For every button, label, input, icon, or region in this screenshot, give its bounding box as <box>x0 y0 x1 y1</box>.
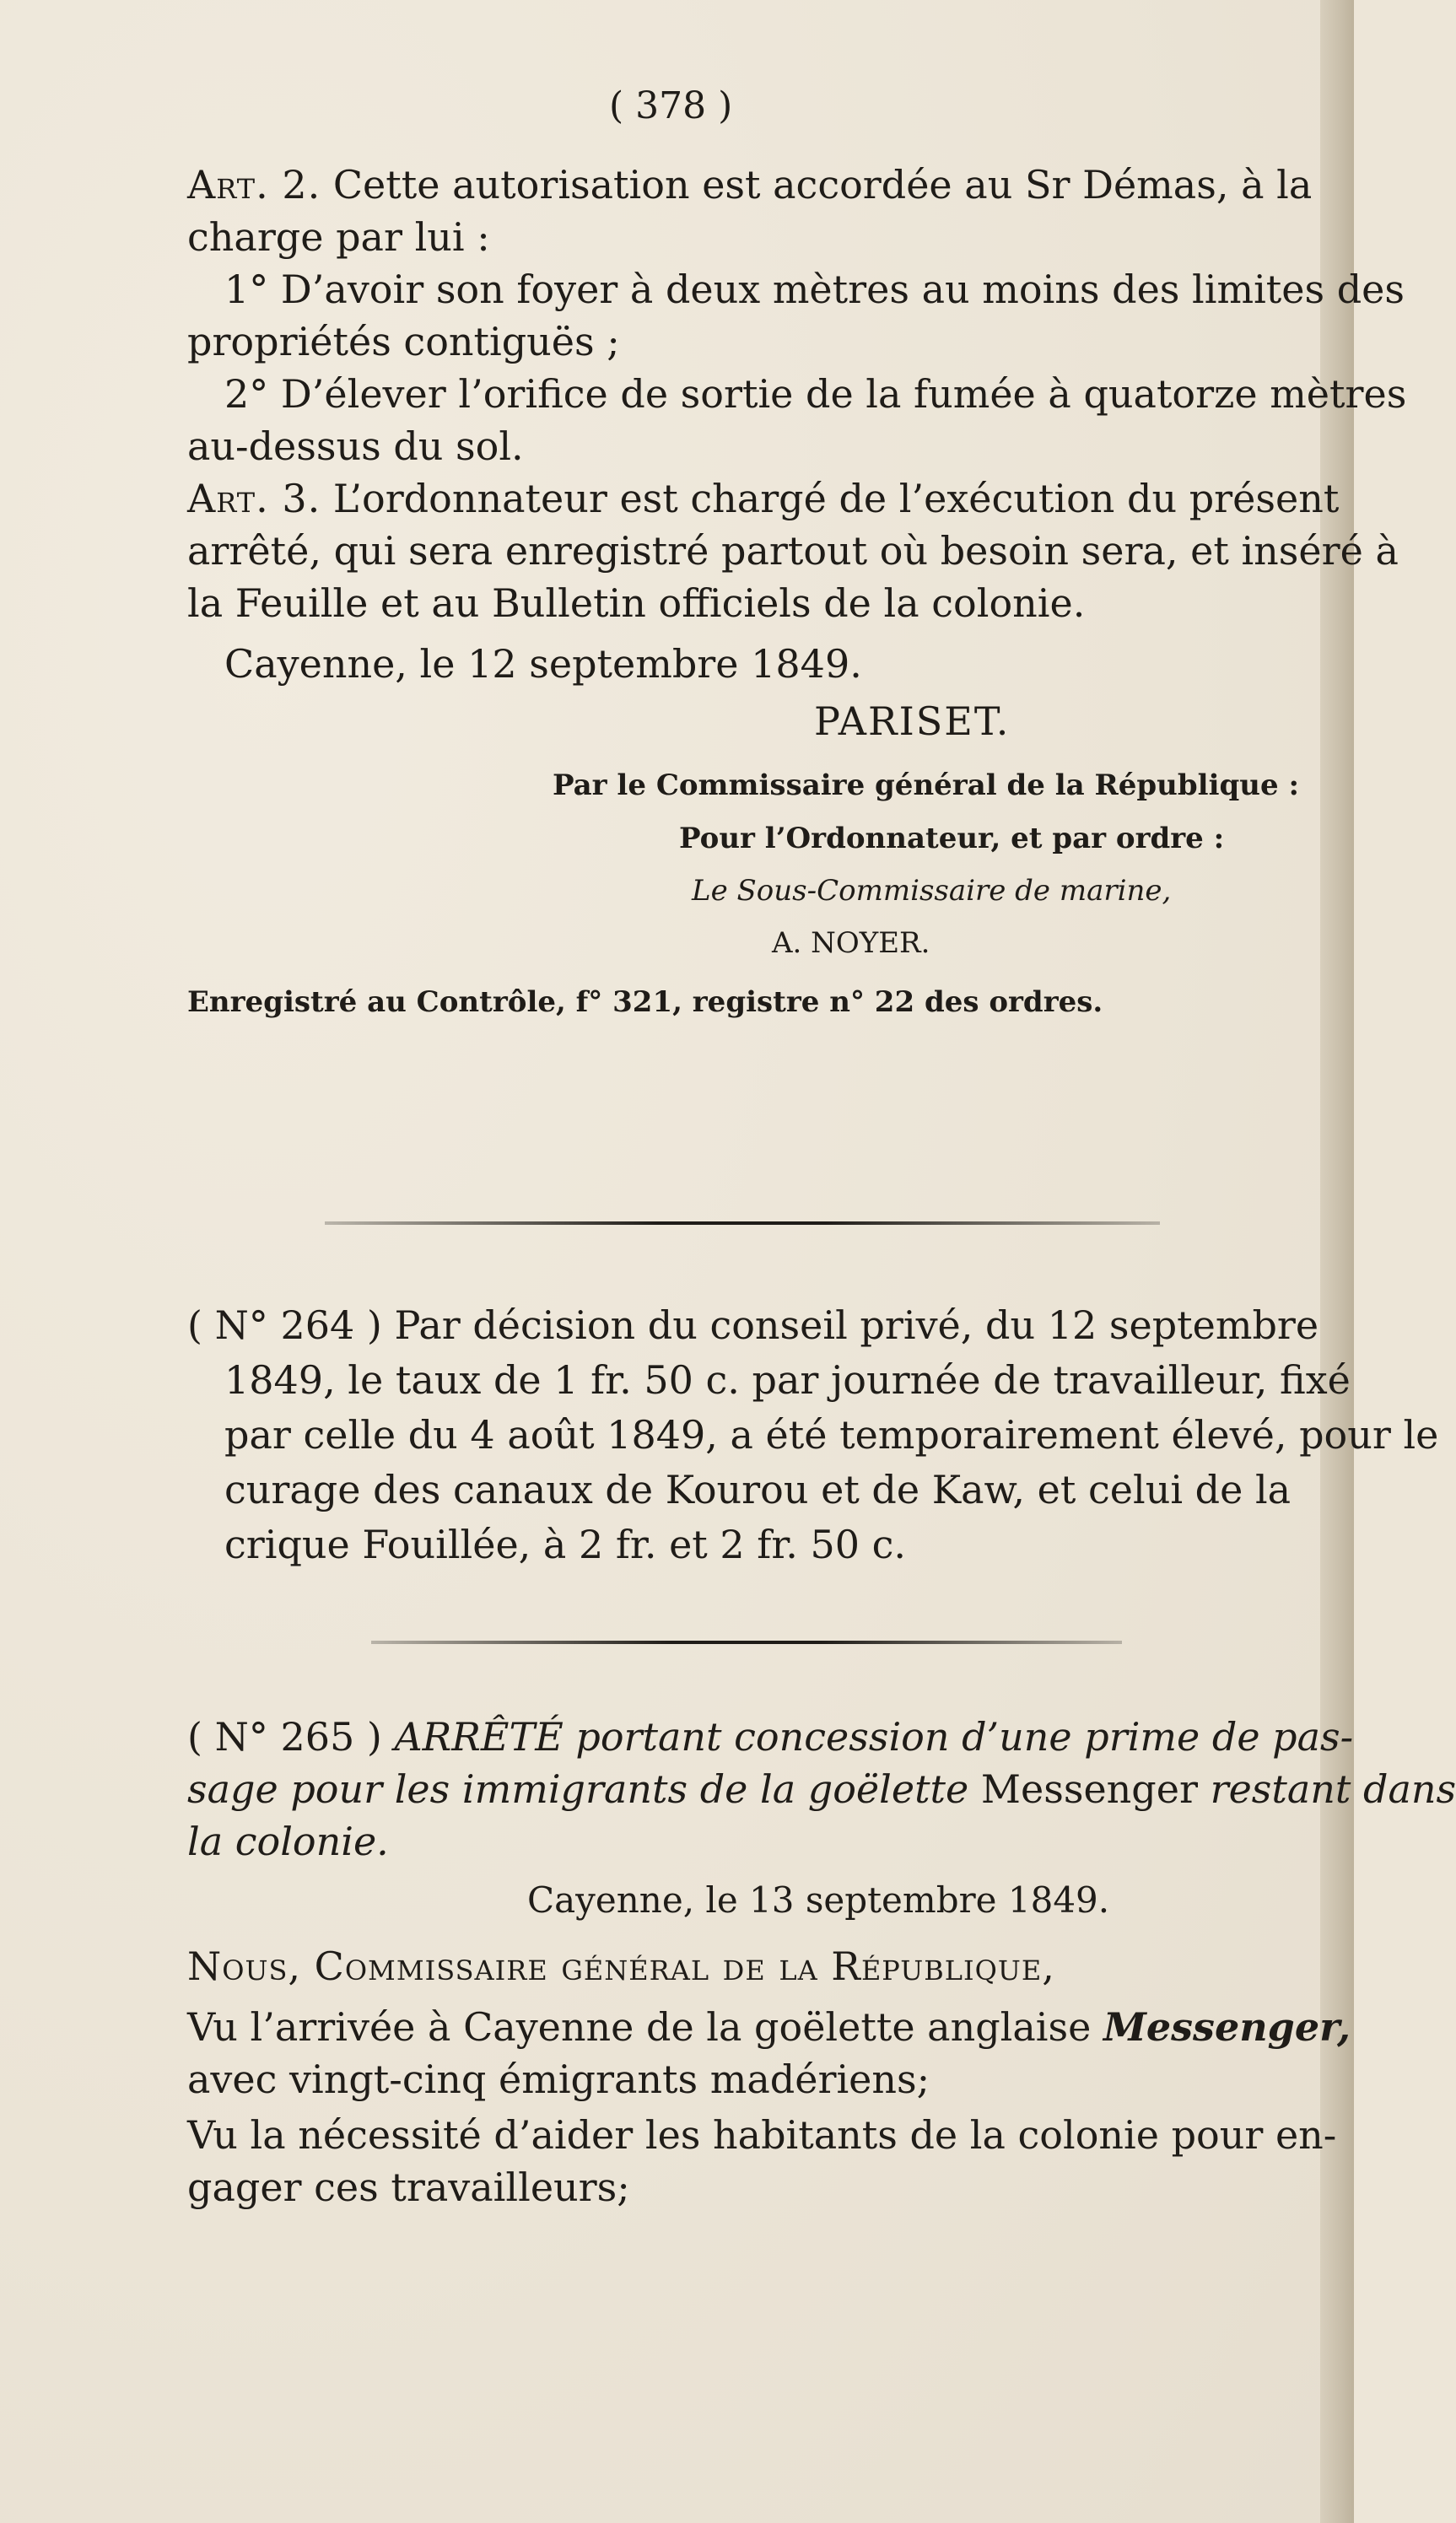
noyer-signature: A. NOYER. <box>772 926 930 960</box>
n264-number: ( N° 264 ) <box>187 1302 382 1348</box>
art3-line2: arrêté, qui sera enregistré partout où besoin sera, et inséré à <box>187 528 1399 574</box>
item2-line1: 2° D’élever l’orifice de sortie de la fumée à quatorze mètres <box>224 371 1407 417</box>
n265-vessel: Messenger <box>980 1766 1198 1812</box>
vu1-line2: avec vingt-cinq émigrants madériens; <box>187 2057 930 2102</box>
divider-2 <box>371 1641 1122 1644</box>
n264-line4: curage des canaux de Kourou et de Kaw, et celui de la <box>224 1467 1292 1512</box>
art2-line1 <box>187 159 1312 211</box>
item1-line1: 1° D’avoir son foyer à deux mètres au moins des limites des <box>224 267 1405 312</box>
art3-line3: la Feuille et au Bulletin officiels de la colonie. <box>187 580 1086 626</box>
n264-line2: 1849, le taux de 1 fr. 50 c. par journée de travailleur, fixé <box>224 1357 1351 1403</box>
n264-line1 <box>187 1299 1318 1351</box>
n265-title-part2b: restant dans <box>1210 1766 1456 1812</box>
art3-line1 <box>187 472 1339 525</box>
sous-commissaire: Le Sous-Commissaire de marine, <box>692 874 1172 908</box>
date-line-2: Cayenne, le 13 septembre 1849. <box>527 1879 1110 1921</box>
vu2-line2: gager ces travailleurs; <box>187 2164 630 2210</box>
vu1-line1 <box>187 2001 1351 2053</box>
vu1-vessel: Messenger, <box>1103 2004 1351 2050</box>
n264-line3: par celle du 4 août 1849, a été temporairement élevé, pour le <box>224 1412 1439 1458</box>
item2-line2: au-dessus du sol. <box>187 423 524 469</box>
by-commissioner: Par le Commissaire général de la République : <box>553 768 1300 802</box>
date-line-1: Cayenne, le 12 septembre 1849. <box>224 641 862 687</box>
divider-1 <box>325 1221 1160 1225</box>
n265-title-part2a: sage pour les immigrants de la goëlette <box>187 1766 969 1812</box>
vu2-line1: Vu la nécessité d’aider les habitants de la colonie pour en- <box>187 2112 1337 2158</box>
n265-title-part1: ARRÊTÉ portant concession d’une prime de pas- <box>394 1714 1354 1760</box>
item1-line2: propriétés contiguës ; <box>187 319 620 364</box>
n265-title-line2 <box>187 1763 1456 1815</box>
n265-title-line1 <box>187 1711 1353 1763</box>
for-ordonnateur: Pour l’Ordonnateur, et par ordre : <box>679 822 1225 855</box>
n264-line5: crique Fouillée, à 2 fr. et 2 fr. 50 c. <box>224 1522 907 1567</box>
art2-line2: charge par lui : <box>187 214 490 260</box>
page-number: ( 378 ) <box>609 84 733 127</box>
registration-note: Enregistré au Contrôle, f° 321, registre n° 22 des ordres. <box>187 985 1103 1019</box>
nous-line: Nous, Commissaire général de la République, <box>187 1943 1055 1989</box>
n265-title-line3: la colonie. <box>187 1819 389 1864</box>
art3-label: Art. 3. <box>187 476 321 521</box>
n264-text: Par décision du conseil privé, du 12 septembre <box>394 1302 1319 1348</box>
vu1-text: Vu l’arrivée à Cayenne de la goëlette anglaise <box>187 2004 1092 2050</box>
art2-text: Cette autorisation est accordée au Sr Démas, à la <box>332 162 1313 208</box>
art2-label: Art. 2. <box>187 162 321 208</box>
n265-number: ( N° 265 ) <box>187 1714 382 1760</box>
art3-text: L’ordonnateur est chargé de l’exécution du présent <box>332 476 1340 521</box>
signature-pariset: PARISET. <box>814 698 1011 744</box>
